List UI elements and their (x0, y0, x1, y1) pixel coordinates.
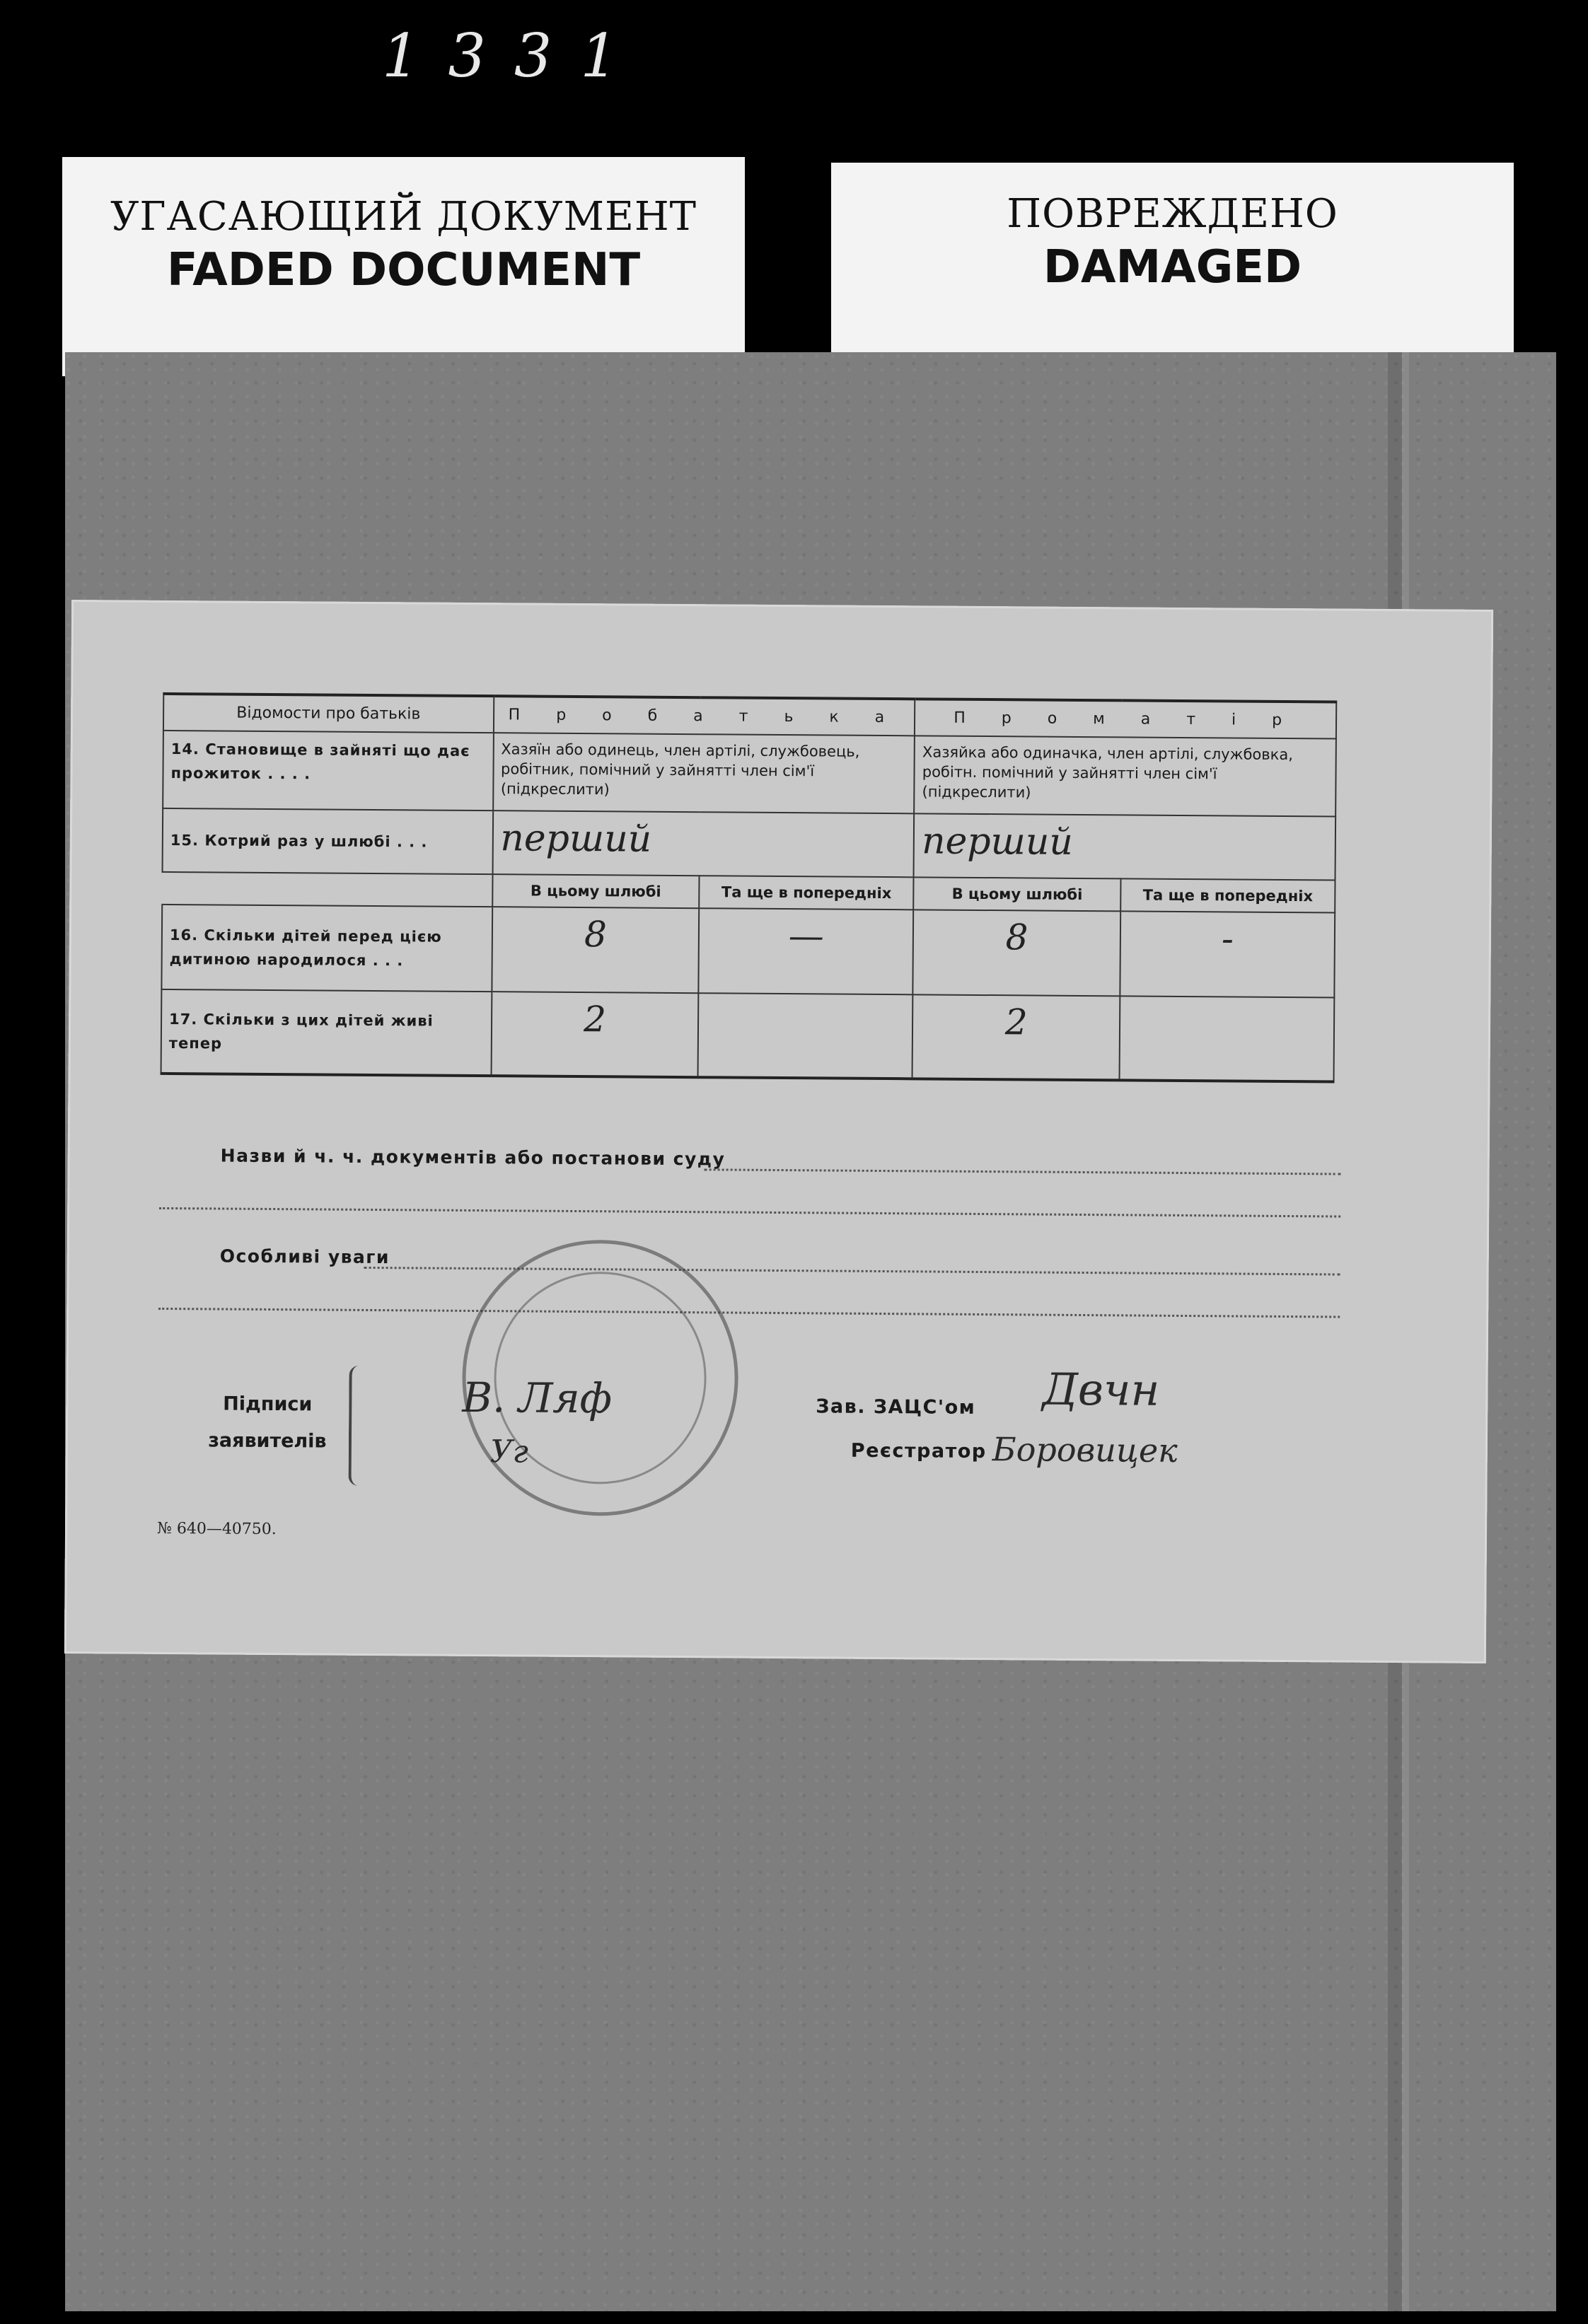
header-parents-info: Відомости про батьків (163, 694, 494, 733)
father-marriage-count: перший (492, 811, 914, 877)
question-marriage-count: 15. Котрий раз у шлюбі . . . (163, 808, 493, 874)
father-occupation-options: Хазяїн або одинець, член артілі, службовець, робітник, помічний у зайнятті член сім'ї (підкреслити) (493, 733, 915, 813)
notes-line-2 (158, 1308, 1340, 1318)
father-children-born-this: 8 (492, 907, 700, 993)
faded-label-en: FADED DOCUMENT (166, 244, 641, 296)
applicants-signatures-label: Підписи заявителів (208, 1393, 327, 1453)
applicant-signature-2: Уг (489, 1434, 529, 1470)
father-children-born-prev: — (699, 908, 914, 994)
head-label: Зав. ЗАЦС'ом (816, 1395, 976, 1419)
applicant-signature-1: В. Ляф (462, 1373, 613, 1423)
father-children-alive-prev (698, 993, 913, 1079)
question-children-born: 16. Скільки дітей перед цією дитиною народилося . . . (161, 905, 492, 992)
parents-info-table (161, 692, 1338, 1083)
mother-children-born-prev: - (1120, 911, 1335, 997)
frame-number: 1331 (382, 21, 647, 91)
subheader-mother-this: В цьому шлюбі (913, 877, 1120, 911)
form-number: № 640—40750. (156, 1519, 277, 1539)
head-signature: Двчн (1042, 1363, 1160, 1416)
faded-document-label (62, 157, 745, 376)
subheader-mother-prev: Та ще в попередніх (1120, 878, 1335, 912)
header-father: П р о б а т ь к а (493, 696, 915, 736)
registrar-signature: Боровицек (992, 1430, 1178, 1470)
documents-line-2 (159, 1207, 1340, 1218)
mother-children-alive-this: 2 (912, 994, 1120, 1080)
subheader-spacer (162, 872, 492, 907)
notes-label: Особливі уваги (219, 1245, 390, 1268)
signature-brace (348, 1366, 364, 1486)
question-children-alive: 17. Скільки з цих дітей живі тепер (161, 989, 492, 1076)
documents-line (705, 1168, 1341, 1175)
damaged-label-ru: ПОВРЕЖДЕНО (1007, 191, 1338, 237)
registrar-label: Реєстратор (850, 1439, 987, 1463)
registration-card (64, 600, 1493, 1663)
question-occupation: 14. Становище в зайняті що дає прожиток . . . . (163, 731, 493, 811)
damaged-label-en: DAMAGED (1043, 241, 1302, 294)
father-children-alive-this: 2 (491, 992, 699, 1077)
faded-label-ru: УГАСАЮЩИЙ ДОКУМЕНТ (110, 194, 697, 240)
documents-label: Назви й ч. ч. документів або постанови суду (220, 1145, 726, 1170)
damaged-label (831, 163, 1514, 368)
mother-marriage-count: перший (914, 813, 1335, 880)
subheader-father-prev: Та ще в попередніх (700, 876, 914, 910)
mother-children-born-this: 8 (913, 910, 1121, 996)
header-mother: П р о м а т і р (915, 699, 1336, 738)
mother-occupation-options: Хазяйка або одиначка, член артілі, службовка, робітн. помічний у зайнятті член сім'ї (підкреслити) (914, 736, 1336, 816)
subheader-father-this: В цьому шлюбі (492, 874, 700, 908)
mother-children-alive-prev (1120, 996, 1335, 1081)
